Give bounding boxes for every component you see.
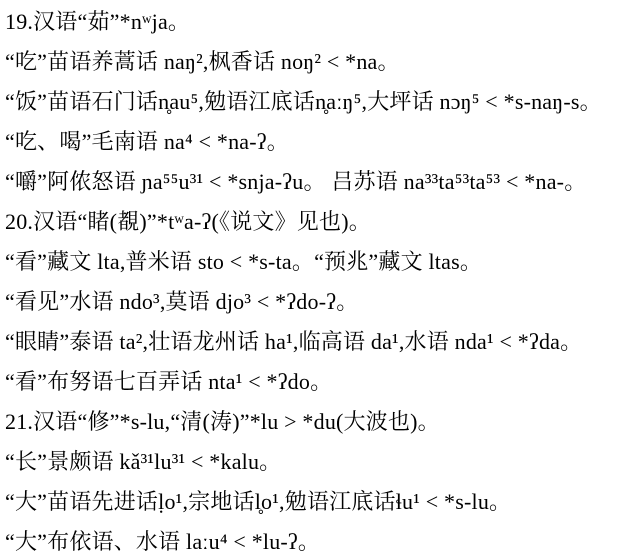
entry-21-gloss-line: “长”景颇语 kǎ³¹lu³¹ < *kalu。 — [5, 449, 282, 474]
entry-21-heading-line: 21.汉语“修”*s-lu,“清(涛)”*lu > *du(大波也)。 — [5, 409, 440, 434]
entry-19-gloss-line: “吃、喝”毛南语 na⁴ < *na-ʔ。 — [5, 129, 289, 154]
entry-21-gloss-line: “大”苗语先进话ḷo¹,宗地话l̥o¹,勉语江底话ɬu¹ < *s-lu。 — [5, 489, 512, 514]
entry-19-gloss-line: “嚼”阿侬怒语 ɲa⁵⁵u³¹ < *snja-ʔu。 吕苏语 na³³ta⁵³ta⁵³ < *na-。 — [5, 169, 587, 194]
entry-20-gloss-line: “看”藏文 lta,普米语 sto < *s-ta。“预兆”藏文 ltas。 — [5, 249, 483, 274]
entry-20-gloss-line: “看”布努语七百弄话 nta¹ < *ʔdo。 — [5, 369, 333, 394]
entry-19-heading-line: 19.汉语“茹”*nʷja。 — [5, 9, 191, 34]
entry-21-gloss-line: “大”布依语、水语 laːu⁴ < *lu-ʔ。 — [5, 529, 321, 554]
entry-20-heading-line: 20.汉语“睹(覩)”*tʷa-ʔ(《说文》见也)。 — [5, 209, 371, 234]
entry-19-gloss-line: “吃”苗语养蒿话 naŋ²,枫香话 noŋ² < *na。 — [5, 49, 400, 74]
entry-20-gloss-line: “看见”水语 ndo³,莫语 djo³ < *ʔdo-ʔ。 — [5, 289, 359, 314]
entry-20-gloss-line: “眼睛”泰语 ta²,壮语龙州话 ha¹,临高语 da¹,水语 nda¹ < *ʔda。 — [5, 329, 583, 354]
entry-19-gloss-line: “饭”苗语石门话n̥au⁵,勉语江底话n̥aːŋ⁵,大坪话 nɔŋ⁵ < *s-naŋ-s。 — [5, 89, 602, 114]
